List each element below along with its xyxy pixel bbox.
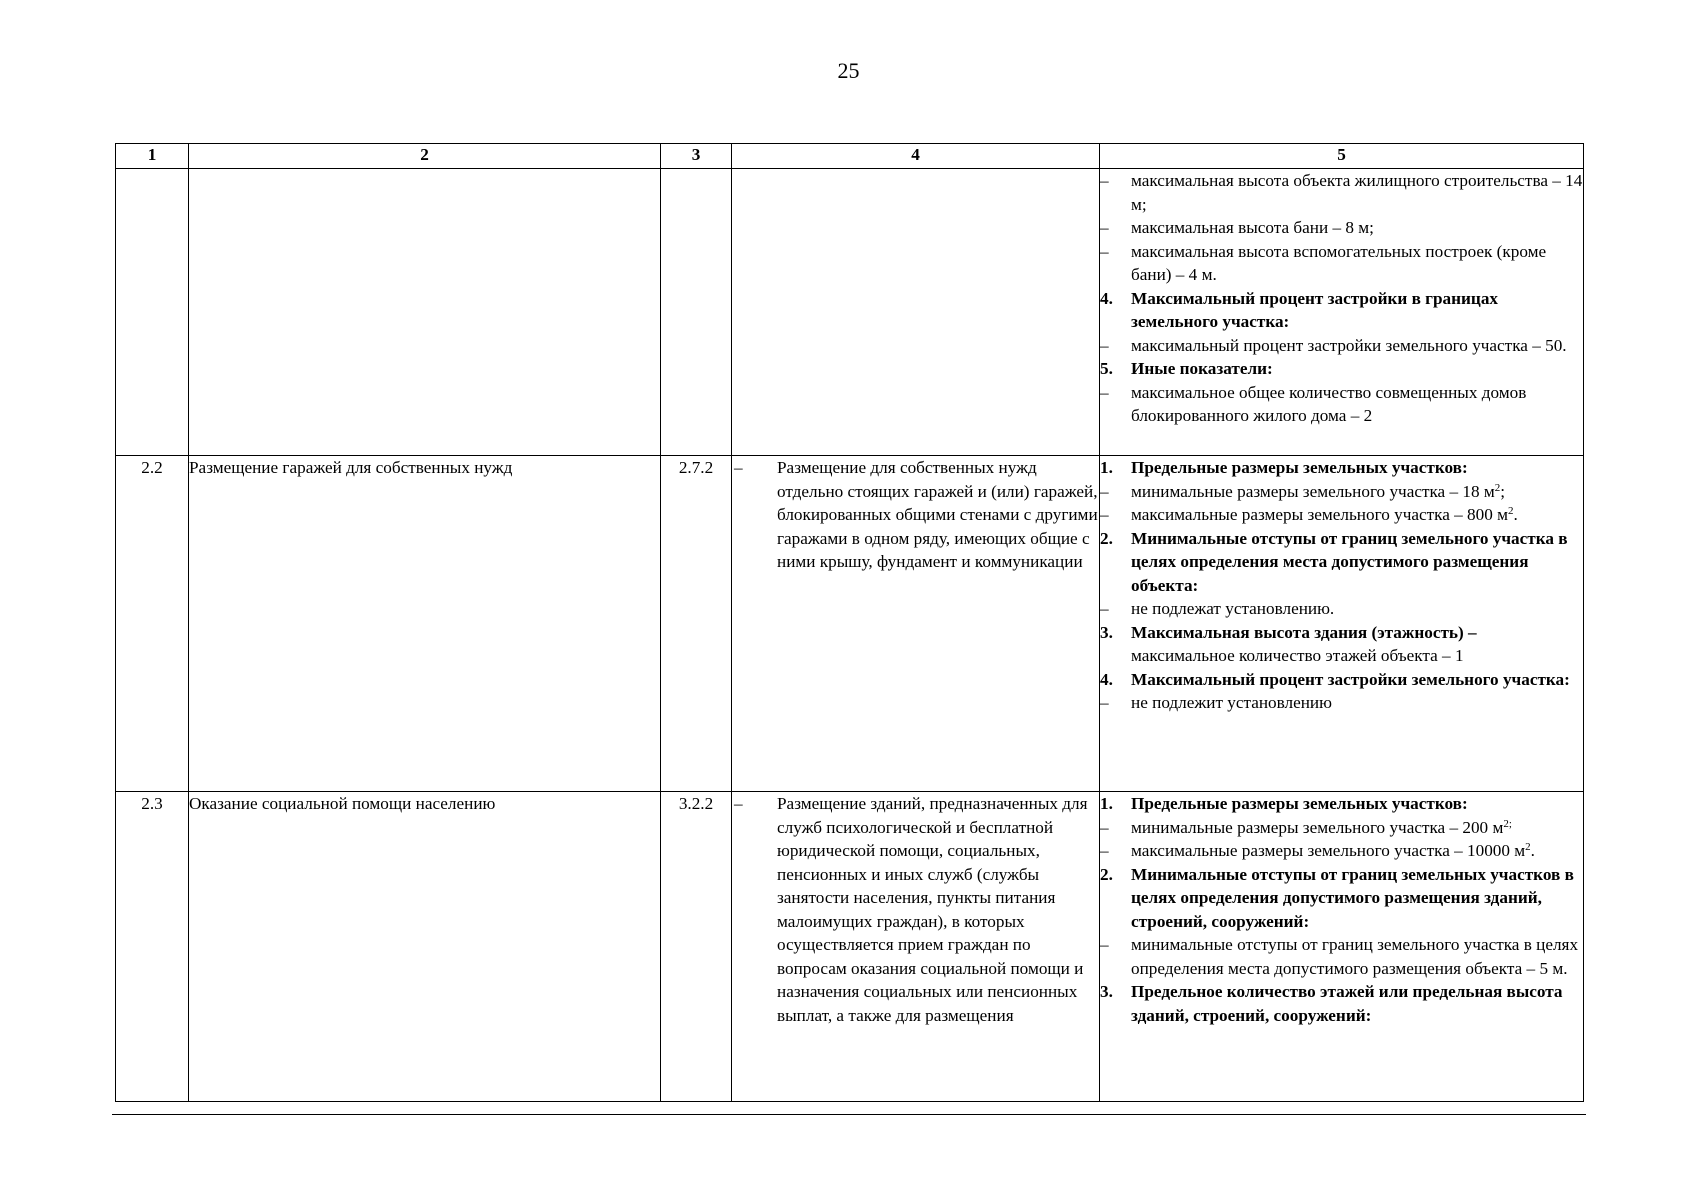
table-row: [116, 169, 1584, 456]
header-col-2: 2: [189, 144, 661, 169]
cell-description: [732, 792, 1100, 1102]
cell-parameters: [1100, 792, 1584, 1102]
list-item: 3. Предельное количество этажей или предельная высота зданий, строений, сооружений:: [1100, 982, 1563, 1025]
parameters-list: [1100, 169, 1583, 428]
cell-code: [661, 169, 732, 456]
list-item: – максимальные размеры земельного участка – 10000 $м^2$.: [1100, 841, 1535, 860]
list-item: – максимальный процент застройки земельного участка – 50.: [1100, 335, 1567, 355]
list-item: 4. Максимальный процент застройки земельного участка:: [1100, 669, 1570, 689]
parameters-list: [1100, 792, 1583, 1027]
list-item: – не подлежат установлению.: [1100, 599, 1335, 618]
cell-code: 2.7.2: [661, 456, 732, 792]
list-item: – не подлежит установлению: [1100, 693, 1332, 712]
list-item: 1. Предельные размеры земельных участков:: [1100, 794, 1468, 813]
list-item: – максимальная высота бани – 8 м;: [1100, 218, 1374, 237]
list-item: 2. Минимальные отступы от границ земельных участков в целях определения допустимого размещения зданий, строений, сооружений:: [1100, 864, 1574, 931]
cell-name: [189, 169, 661, 456]
header-col-3: 3: [661, 144, 732, 169]
list-item: 3. Максимальная высота здания (этажность) – максимальное количество этажей объекта – 1: [1100, 622, 1477, 665]
cell-description: [732, 456, 1100, 792]
header-col-5: 5: [1100, 144, 1584, 169]
list-item: – минимальные отступы от границ земельного участка в целях определения места допустимого размещения объекта – 5 м.: [1100, 935, 1579, 978]
page-number: 25: [837, 58, 860, 83]
header-col-1: 1: [116, 144, 189, 169]
cell-name: Размещение гаражей для собственных нужд: [189, 456, 661, 792]
regulations-table: [115, 143, 1584, 1102]
list-item: – Размещение для собственных нужд отдельно стоящих гаражей и (или) гаражей, блокированных общими стенами с другими гаражами в одном ряду, имеющих общие с ними крышу, фундамент и коммуникации: [734, 458, 1098, 571]
list-item: – минимальные размеры земельного участка – 200 $м^{2;}$: [1100, 817, 1512, 837]
list-item: – максимальная высота вспомогательных построек (кроме бани) – 4 м.: [1100, 241, 1547, 284]
cell-description: [732, 169, 1100, 456]
list-item: – максимальные размеры земельного участка – 800 $м^2$.: [1100, 505, 1518, 524]
cell-num: [116, 169, 189, 456]
list-item: – максимальное общее количество совмещенных домов блокированного жилого дома – 2: [1100, 382, 1527, 425]
table-header-row: [116, 144, 1584, 169]
list-item: 4. Максимальный процент застройки в границах земельного участка:: [1100, 288, 1499, 331]
list-item: – максимальная высота объекта жилищного строительства – 14 м;: [1100, 171, 1583, 214]
cell-parameters: [1100, 169, 1584, 456]
list-item: 2. Минимальные отступы от границ земельного участка в целях определения места допустимого размещения объекта:: [1100, 528, 1568, 595]
table-row: [116, 456, 1584, 792]
list-item: – минимальные размеры земельного участка – 18 $м^2$;: [1100, 481, 1506, 501]
header-col-4: 4: [732, 144, 1100, 169]
list-item: 1. Предельные размеры земельных участков:: [1100, 458, 1468, 477]
table-row: [116, 792, 1584, 1102]
cell-name: Оказание социальной помощи населению: [189, 792, 661, 1102]
bottom-rule: [112, 1114, 1586, 1115]
list-item: – Размещение зданий, предназначенных для служб психологической и бесплатной юридической помощи, социальных, пенсионных и иных служб (службы занятости населения, пункты питания малоимущих граждан), в которых осуществляется прием граждан по вопросам оказания социальной помощи и назначения социальных или пенсионных выплат, а также для размещения: [734, 794, 1088, 1025]
parameters-list: [1100, 456, 1583, 715]
cell-parameters: [1100, 456, 1584, 792]
cell-num: 2.3: [116, 792, 189, 1102]
list-item: 5. Иные показатели:: [1100, 359, 1273, 378]
cell-code: 3.2.2: [661, 792, 732, 1102]
cell-num: 2.2: [116, 456, 189, 792]
